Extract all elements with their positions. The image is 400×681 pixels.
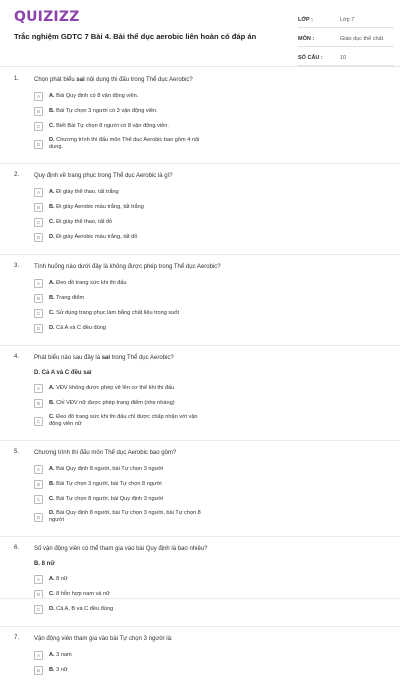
question-text-emphasis: sai: [76, 77, 85, 83]
option-text: [49, 108, 158, 115]
option-body: Bài Tự chọn 3 người có 3 vận động viên.: [56, 108, 158, 114]
question-text: [34, 449, 384, 457]
option-label: B.: [49, 400, 55, 406]
question: [14, 635, 384, 681]
option-label: C.: [49, 591, 55, 597]
option-letter-box[interactable]: B: [34, 480, 43, 489]
answer-options: [34, 279, 384, 339]
meta-row-class: [298, 12, 394, 28]
option-label: A.: [49, 93, 55, 99]
option-label: D.: [49, 606, 55, 612]
option-body: 8 hỗn hợp nam và nữ: [56, 591, 110, 597]
answer-options: [34, 92, 384, 157]
question-text-part: nội dung thi đấu trong Thể dục Aerobic?: [84, 77, 193, 83]
question-text: [34, 76, 384, 84]
option-text: [49, 325, 106, 332]
meta-key: LỚP :: [298, 16, 313, 23]
question-number: 7.: [14, 635, 20, 641]
answer-option[interactable]: [34, 495, 206, 504]
option-body: Bài Tự chọn 3 người, bài Tự chọn 8 người: [56, 481, 162, 487]
selected-answer: D. Cả A và C đều sai: [34, 370, 92, 376]
option-label: A.: [49, 576, 55, 582]
question-divider: [0, 536, 400, 537]
option-text: [49, 219, 112, 226]
option-letter-box[interactable]: D: [34, 513, 43, 522]
answer-option[interactable]: [34, 122, 206, 131]
option-body: Bài Tự chọn 8 người, bài Quy định 3 người: [56, 496, 164, 502]
option-body: Cả A, B và C đều đúng: [56, 606, 114, 612]
question: [14, 354, 384, 434]
question-text: [34, 545, 384, 553]
option-label: B.: [49, 481, 55, 487]
option-text: [49, 576, 68, 583]
option-letter-box[interactable]: B: [34, 107, 43, 116]
option-label: A.: [49, 652, 55, 658]
answer-option[interactable]: [34, 480, 206, 489]
option-body: Bài Quy định 8 người, bài Tự chọn 3 người, bài Tự chọn 8 người: [49, 510, 201, 523]
option-body: Trang điểm: [56, 295, 85, 301]
answer-option[interactable]: [34, 414, 206, 428]
option-letter-box[interactable]: C: [34, 495, 43, 504]
quizizz-logo[interactable]: QUIZIZZ: [14, 9, 80, 25]
option-letter-box[interactable]: D: [34, 140, 43, 149]
option-body: 3 nữ: [56, 667, 68, 673]
meta-row-count: [298, 50, 394, 66]
option-text: [49, 466, 163, 473]
question-number: 3.: [14, 263, 20, 269]
question-text-part: Phát biểu nào sau đây là: [34, 355, 102, 361]
question-divider: [0, 345, 400, 346]
question-text: [34, 263, 384, 271]
answer-option[interactable]: [34, 651, 206, 660]
meta-key: SỐ CÂU :: [298, 54, 323, 61]
option-letter-box[interactable]: B: [34, 590, 43, 599]
option-text: [49, 310, 179, 317]
option-letter-box[interactable]: A: [34, 384, 43, 393]
question-number: 4.: [14, 354, 20, 360]
option-body: Chương trình thi đấu môn Thể dục Aerobic bao gồm 4 nội dung.: [49, 137, 200, 150]
option-body: Đi giày Aerobic màu trắng, tất trắng: [56, 204, 144, 210]
option-label: B.: [49, 667, 55, 673]
option-label: A.: [49, 385, 55, 391]
option-label: A.: [49, 280, 55, 286]
option-label: D.: [49, 325, 55, 331]
option-text: [49, 93, 138, 100]
option-text: [49, 591, 110, 598]
option-body: Đeo đồ trang sức khi thi đấu chỉ được chấp nhận với vận động viên nữ: [49, 414, 198, 427]
option-text: [49, 400, 175, 407]
option-letter-box[interactable]: B: [34, 294, 43, 303]
option-body: 8 nữ: [56, 576, 68, 582]
option-body: Biết Bài Tự chọn 8 người có 8 vận động viên.: [56, 123, 169, 129]
question-text-part: Tình huống nào dưới đây là không được phép trong Thể dục Aerobic?: [34, 264, 221, 270]
question-list: [0, 76, 400, 681]
question-divider: [0, 626, 400, 627]
option-letter-box[interactable]: C: [34, 605, 43, 614]
question-divider: [0, 254, 400, 255]
option-label: D.: [49, 234, 55, 240]
option-letter-box[interactable]: B: [34, 399, 43, 408]
answer-option[interactable]: [34, 218, 206, 227]
option-text: [49, 414, 206, 428]
question-text-part: Chương trình thi đấu môn Thể dục Aerobic bao gồm?: [34, 450, 177, 456]
question: [14, 76, 384, 157]
option-letter-box[interactable]: C: [34, 309, 43, 318]
answer-option[interactable]: [34, 137, 206, 151]
question-text: [34, 172, 384, 180]
meta-key: MÔN :: [298, 35, 315, 42]
question-number: 1.: [14, 76, 20, 82]
option-text: [49, 606, 113, 613]
option-text: [49, 295, 84, 302]
question: [14, 449, 384, 530]
option-body: Bài Quy định 8 người, bài Tự chọn 3 người: [56, 466, 164, 472]
answer-option[interactable]: [34, 233, 206, 242]
answer-options: [34, 465, 384, 530]
option-label: D.: [49, 137, 55, 143]
option-label: A.: [49, 466, 55, 472]
option-text: [49, 496, 163, 503]
option-text: [49, 510, 206, 524]
worksheet-meta: [298, 12, 394, 69]
option-letter-box[interactable]: C: [34, 122, 43, 131]
option-body: Đi giày thể thao, tất trắng: [56, 189, 119, 195]
question-text-part: Vận động viên tham gia vào bài Tự chọn 3 người là:: [34, 636, 173, 642]
question-text-part: Chọn phát biểu: [34, 77, 77, 83]
meta-row-subject: [298, 31, 394, 47]
meta-value: 10: [340, 54, 347, 61]
option-body: Cả A và C đều đúng: [56, 325, 106, 331]
option-body: VĐV không được phép vẽ lên cơ thể khi thi đấu: [56, 385, 175, 391]
answer-option[interactable]: [34, 188, 206, 197]
question-text: [34, 354, 384, 362]
option-letter-box[interactable]: D: [34, 233, 43, 242]
selected-answer: B. 8 nữ: [34, 561, 55, 567]
option-letter-box[interactable]: A: [34, 575, 43, 584]
question-text-emphasis: sai: [101, 355, 111, 361]
question-text-part: trong Thể dục Aerobic?: [110, 355, 174, 361]
option-label: B.: [49, 204, 55, 210]
answer-options: [34, 651, 384, 681]
option-label: A.: [49, 189, 55, 195]
question-text: [34, 635, 384, 643]
answer-option[interactable]: [34, 309, 206, 318]
option-body: Đeo đồ trang sức khi thi đấu: [56, 280, 127, 286]
option-body: Đi giày thể thao, tất đỏ: [56, 219, 113, 225]
option-text: [49, 481, 162, 488]
option-text: [49, 137, 206, 151]
option-letter-box[interactable]: A: [34, 465, 43, 474]
question: [14, 172, 384, 248]
answer-option[interactable]: [34, 203, 206, 212]
question-text-part: Số vận động viên có thể tham gia vào bài Quy định là bao nhiêu?: [34, 546, 208, 552]
option-text: [49, 667, 68, 674]
option-body: Sử dụng trang phục làm bằng chất liệu trong suốt: [56, 310, 180, 316]
option-label: D.: [49, 510, 55, 516]
page-bottom-divider: [0, 598, 400, 599]
question: [14, 263, 384, 339]
answer-option[interactable]: [34, 510, 206, 524]
option-label: C.: [49, 123, 55, 129]
question-number: 5.: [14, 449, 20, 455]
option-letter-box[interactable]: C: [34, 417, 43, 426]
option-letter-box[interactable]: A: [34, 279, 43, 288]
answer-options: [34, 188, 384, 248]
answer-option[interactable]: [34, 92, 206, 101]
answer-option[interactable]: [34, 465, 206, 474]
option-label: B.: [49, 108, 55, 114]
answer-option[interactable]: [34, 605, 206, 614]
option-text: [49, 280, 126, 287]
option-letter-box[interactable]: B: [34, 203, 43, 212]
answer-option[interactable]: [34, 107, 206, 116]
option-letter-box[interactable]: A: [34, 92, 43, 101]
option-letter-box[interactable]: B: [34, 666, 43, 675]
answer-option[interactable]: [34, 575, 206, 584]
option-label: B.: [49, 295, 55, 301]
answer-option[interactable]: [34, 279, 206, 288]
option-label: C.: [49, 219, 55, 225]
question-number: 2.: [14, 172, 20, 178]
meta-value: Lớp 7: [340, 16, 355, 23]
worksheet-title: Trắc nghiệm GDTC 7 Bài 4. Bài thể dục aerobic liên hoàn có đáp án: [14, 32, 257, 41]
answer-option[interactable]: [34, 294, 206, 303]
answer-option[interactable]: [34, 399, 206, 408]
option-text: [49, 652, 72, 659]
question-text-part: Quy định về trang phục trong Thể dục Aerobic là gì?: [34, 173, 173, 179]
option-text: [49, 189, 119, 196]
option-body: Đi giày Aerobic màu trắng, tất đỏ: [56, 234, 138, 240]
answer-option[interactable]: [34, 324, 206, 333]
option-body: 3 nam: [56, 652, 72, 658]
option-body: Bài Quy định có 8 vận động viên.: [56, 93, 139, 99]
question: [14, 545, 384, 620]
option-letter-box[interactable]: A: [34, 651, 43, 660]
option-label: C.: [49, 310, 55, 316]
option-label: C.: [49, 414, 55, 420]
option-label: C.: [49, 496, 55, 502]
meta-value: Giáo dục thể chất: [340, 35, 384, 42]
option-letter-box[interactable]: D: [34, 324, 43, 333]
option-letter-box[interactable]: A: [34, 188, 43, 197]
option-text: [49, 123, 169, 130]
answer-option[interactable]: [34, 666, 206, 675]
answer-option[interactable]: [34, 384, 206, 393]
option-text: [49, 385, 174, 392]
worksheet-header: [0, 0, 400, 67]
option-letter-box[interactable]: C: [34, 218, 43, 227]
option-body: Chỉ VĐV nữ được phép trang điểm (nhẹ nhàng): [56, 400, 175, 406]
answer-options: [34, 384, 384, 434]
question-number: 6.: [14, 545, 20, 551]
option-text: [49, 204, 144, 211]
question-divider: [0, 163, 400, 164]
question-divider: [0, 440, 400, 441]
option-text: [49, 234, 137, 241]
